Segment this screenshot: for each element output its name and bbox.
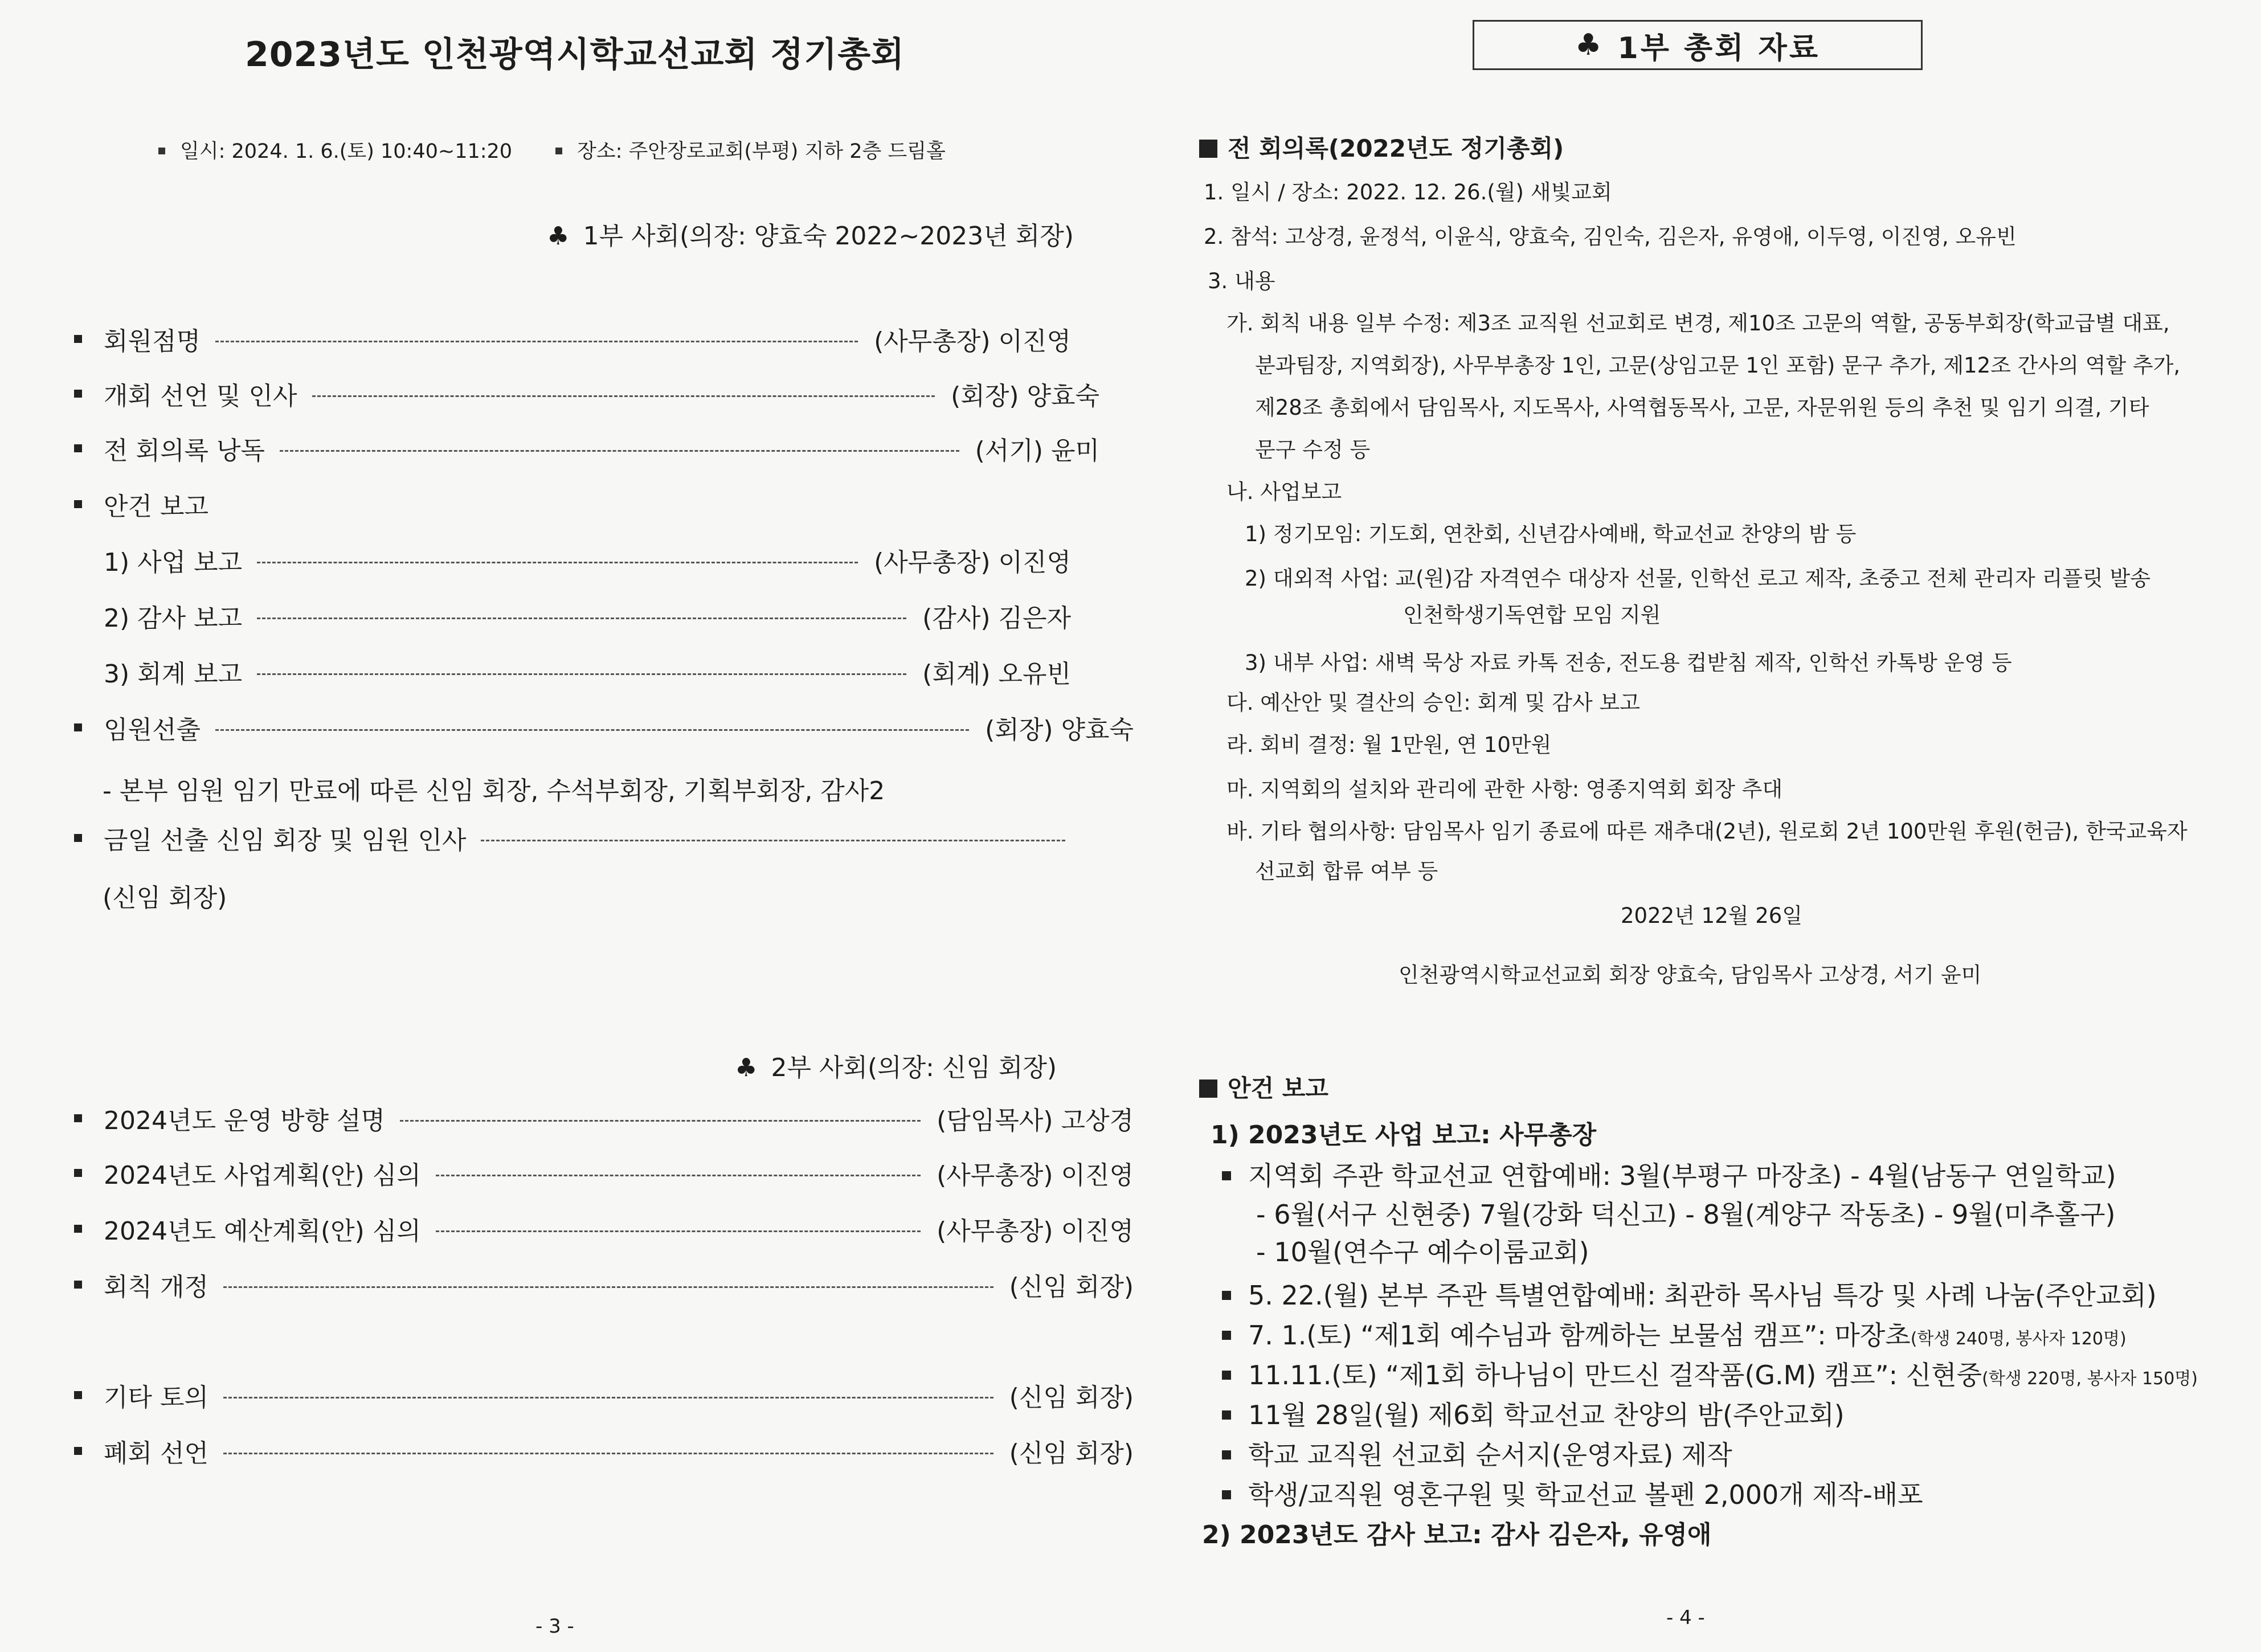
minutes-line: 다. 예산안 및 결산의 승인: 회계 및 감사 보고 xyxy=(1226,690,1640,715)
page-number: - 4 - xyxy=(1666,1606,1705,1629)
agenda-subitem: 2) 감사 보고 (감사) 김은자 xyxy=(104,604,1071,633)
minutes-line: 2) 대외적 사업: 교(원)감 자격연수 대상자 선물, 인학선 로고 제작, 초중고 전체 관리자 리플릿 발송 xyxy=(1245,566,2150,591)
bullet-icon xyxy=(1222,1410,1231,1420)
bullet-icon xyxy=(74,1225,82,1233)
bullet-icon xyxy=(1222,1490,1231,1499)
minutes-line: 2. 참석: 고상경, 윤정석, 이윤식, 양효숙, 김인숙, 김은자, 유영애, 이두영, 이진영, 오유빈 xyxy=(1204,224,2017,249)
bullet-icon xyxy=(1222,1371,1231,1380)
leader-dots xyxy=(257,673,906,675)
agenda-item: 폐회 선언 (신임 회장) xyxy=(74,1431,1134,1471)
bullet-icon xyxy=(74,1447,82,1455)
leader-dots xyxy=(312,395,935,397)
document-title: 2023년도 인천광역시학교선교회 정기총회 xyxy=(245,35,905,75)
leader-dots xyxy=(223,1453,993,1454)
agenda-item: 2024년도 사업계획(안) 심의 (사무총장) 이진영 xyxy=(74,1153,1134,1193)
bullet-icon xyxy=(74,834,82,842)
minutes-line: 선교회 합류 여부 등 xyxy=(1255,859,1438,884)
business-item: 11월 28일(월) 제6회 학교선교 찬양의 밤(주안교회) xyxy=(1222,1395,1845,1432)
business-report-heading: 1) 2023년도 사업 보고: 사무총장 xyxy=(1211,1121,1597,1150)
agenda-item: 회칙 개정 (신임 회장) xyxy=(74,1265,1134,1305)
election-note: - 본부 임원 임기 만료에 따른 신임 회장, 수석부회장, 기획부회장, 감사2 xyxy=(103,776,885,805)
business-item: 7. 1.(토) “제1회 예수님과 함께하는 보물섬 캠프”: 마장초(학생 240명, 봉사자 120명) xyxy=(1222,1315,2127,1352)
agenda-item: 회원점명 (사무총장) 이진영 xyxy=(74,319,1071,359)
club-icon: ♣ xyxy=(1575,28,1604,62)
agenda-heading: 안건 보고 xyxy=(1199,1070,1328,1104)
business-item: 11.11.(토) “제1회 하나님이 만드신 걸작품(G.M) 캠프”: 신현중(학생 220명, 봉사자 150명) xyxy=(1222,1355,2198,1392)
minutes-line: 1. 일시 / 장소: 2022. 12. 26.(월) 새빛교회 xyxy=(1204,180,1612,205)
meeting-place: 장소: 주안장로교회(부평) 지하 2층 드림홀 xyxy=(555,136,946,164)
agenda-item: 2024년도 예산계획(안) 심의 (사무총장) 이진영 xyxy=(74,1209,1134,1249)
agenda-subitem: 1) 사업 보고 (사무총장) 이진영 xyxy=(104,548,1071,577)
section-title-box: ♣ 1부 총회 자료 xyxy=(1473,20,1923,70)
agenda-item: 기타 토의 (신임 회장) xyxy=(74,1375,1134,1415)
business-item: 지역회 주관 학교선교 연합예배: 3월(부평구 마장초) - 4월(남동구 연일학교) xyxy=(1222,1155,2116,1193)
club-icon: ♣ xyxy=(735,1053,758,1082)
right-page xyxy=(1131,0,2261,1652)
bullet-icon xyxy=(555,148,562,154)
leader-dots xyxy=(436,1175,921,1176)
square-bullet-icon xyxy=(1199,140,1217,158)
audit-report-heading: 2) 2023년도 감사 보고: 감사 김은자, 유영애 xyxy=(1202,1520,1712,1549)
leader-dots xyxy=(436,1230,921,1232)
bullet-icon xyxy=(74,335,82,343)
leader-dots xyxy=(481,840,1065,841)
minutes-line: 분과팀장, 지역회장), 사무부총장 1인, 고문(상임고문 1인 포함) 문구 추가, 제12조 간사의 역할 추가, xyxy=(1255,353,2181,378)
business-item-continued: - 10월(연수구 예수이룸교회) xyxy=(1256,1237,1589,1267)
leader-dots xyxy=(280,450,959,452)
bullet-icon xyxy=(1222,1171,1231,1180)
leader-dots xyxy=(223,1397,993,1399)
business-item: 학생/교직원 영혼구원 및 학교선교 볼펜 2,000개 제작-배포 xyxy=(1222,1474,1923,1512)
business-item-continued: - 6월(서구 신현중) 7월(강화 덕신고) - 8월(계양구 작동초) - 9월(미추홀구) xyxy=(1256,1199,2116,1230)
agenda-item: 개회 선언 및 인사 (회장) 양효숙 xyxy=(74,374,1099,414)
part1-heading: ♣ 1부 사회(의장: 양효숙 2022~2023년 회장) xyxy=(547,222,1074,251)
minutes-line: 3. 내용 xyxy=(1208,269,1275,293)
agenda-item: 전 회의록 낭독 (서기) 윤미 xyxy=(74,428,1099,468)
minutes-line: 나. 사업보고 xyxy=(1226,480,1342,504)
minutes-date: 2022년 12월 26일 xyxy=(1621,903,1803,928)
bullet-icon xyxy=(1222,1291,1231,1300)
bullet-icon xyxy=(1222,1331,1231,1340)
bullet-icon xyxy=(74,1281,82,1289)
agenda-item: 금일 선출 신임 회장 및 임원 인사 xyxy=(74,818,1065,858)
bullet-icon xyxy=(158,148,165,154)
minutes-line: 문구 수정 등 xyxy=(1255,437,1371,462)
minutes-line: 마. 지역회의 설치와 관리에 관한 사항: 영종지역회 회장 추대 xyxy=(1226,777,1783,802)
minutes-line: 1) 정기모임: 기도회, 연찬회, 신년감사예배, 학교선교 찬양의 밤 등 xyxy=(1245,522,1857,546)
bullet-icon xyxy=(1222,1450,1231,1459)
minutes-line: 인천학생기독연합 모임 지원 xyxy=(1403,603,1661,627)
business-item: 학교 교직원 선교회 순서지(운영자료) 제작 xyxy=(1222,1434,1732,1472)
greeting-who: (신임 회장) xyxy=(103,884,227,913)
bullet-icon xyxy=(74,390,82,398)
bullet-icon xyxy=(74,1114,82,1122)
minutes-line: 라. 회비 결정: 월 1만원, 연 10만원 xyxy=(1226,733,1552,757)
leader-dots xyxy=(215,729,969,731)
bullet-icon xyxy=(74,1169,82,1177)
club-icon: ♣ xyxy=(547,222,570,251)
minutes-line: 제28조 총회에서 담임목사, 지도목사, 사역협동목사, 고문, 자문위원 등의 추천 및 임기 의결, 기타 xyxy=(1255,395,2149,420)
leader-dots xyxy=(400,1120,921,1122)
bullet-icon xyxy=(74,444,82,452)
bullet-icon xyxy=(74,1391,82,1399)
page-number: - 3 - xyxy=(535,1615,574,1638)
part2-heading: ♣ 2부 사회(의장: 신임 회장) xyxy=(735,1053,1057,1082)
leader-dots xyxy=(223,1286,993,1288)
bullet-icon xyxy=(74,500,82,508)
meeting-date: 일시: 2024. 1. 6.(토) 10:40~11:20 xyxy=(158,136,512,164)
leader-dots xyxy=(257,618,906,619)
business-item: 5. 22.(월) 본부 주관 특별연합예배: 최관하 목사님 특강 및 사례 나눔(주안교회) xyxy=(1222,1275,2157,1312)
agenda-subitem: 3) 회계 보고 (회계) 오유빈 xyxy=(104,660,1071,689)
minutes-line: 가. 회칙 내용 일부 수정: 제3조 교직원 선교회로 변경, 제10조 고문의 역할, 공동부회장(학교급별 대표, xyxy=(1226,311,2170,336)
leader-dots xyxy=(215,341,858,342)
minutes-signature: 인천광역시학교선교회 회장 양효숙, 담임목사 고상경, 서기 윤미 xyxy=(1399,963,1982,987)
minutes-line: 바. 기타 협의사항: 담임목사 임기 종료에 따른 재추대(2년), 원로회 2년 100만원 후원(헌금), 한국교육자 xyxy=(1226,819,2188,844)
minutes-heading: 전 회의록(2022년도 정기총회) xyxy=(1199,130,1564,164)
agenda-item: 임원선출 (회장) 양효숙 xyxy=(74,708,1134,747)
bullet-icon xyxy=(74,723,82,731)
minutes-line: 3) 내부 사업: 새벽 묵상 자료 카톡 전송, 전도용 컵받침 제작, 인학선 카톡방 운영 등 xyxy=(1245,651,2012,675)
square-bullet-icon xyxy=(1199,1079,1217,1098)
agenda-item: 2024년도 운영 방향 설명 (담임목사) 고상경 xyxy=(74,1098,1134,1138)
agenda-item: 안건 보고 xyxy=(74,484,1099,524)
leader-dots xyxy=(257,562,858,563)
